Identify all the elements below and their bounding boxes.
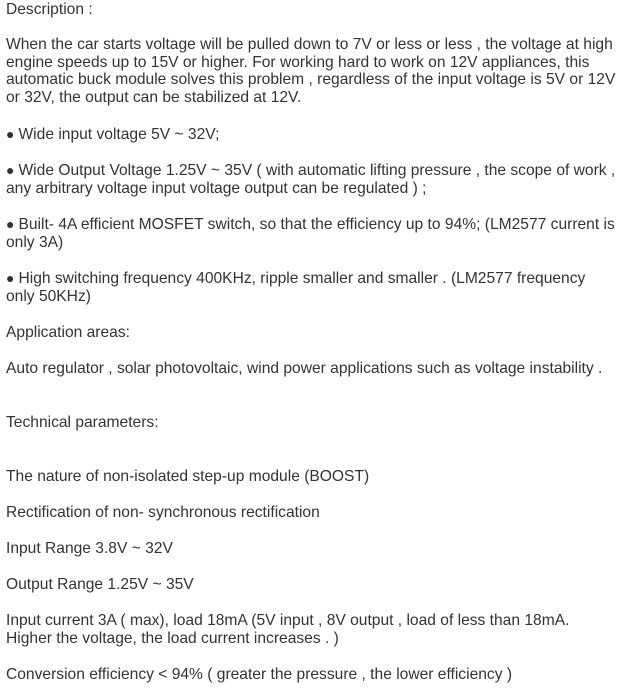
intro-paragraph: When the car starts voltage will be pulled down to 7V or less or less , the voltage at high engine speeds up to 15V or higher. For working hard to work on 12V appliances, this automatic buck module solves this problem , regardless of the input voltage is 5V or 12V or 32V, the output can be stabilized at 12V. <box>6 36 616 106</box>
bullet-icon: ● <box>6 270 15 286</box>
technical-heading: Technical parameters: <box>6 414 159 431</box>
parameter-item: Rectification of non- synchronous rectification <box>6 504 320 521</box>
feature-item <box>6 162 616 197</box>
application-text: Auto regulator , solar photovoltaic, wind power applications such as voltage instability . <box>6 360 603 377</box>
parameter-item: Input current 3A ( max), load 18mA (5V input , 8V output , load of less than 18mA. Higher the voltage, the load current increases . ) <box>6 612 570 647</box>
parameter-item: Conversion efficiency < 94% ( greater the pressure , the lower efficiency ) <box>6 666 513 683</box>
feature-text: Built- 4A efficient MOSFET switch, so that the efficiency up to 94%; (LM2577 current is only 3A) <box>6 216 615 251</box>
parameter-item: Input Range 3.8V ~ 32V <box>6 540 173 557</box>
description-heading: Description : <box>6 1 93 18</box>
feature-text: Wide Output Voltage 1.25V ~ 35V ( with automatic lifting pressure , the scope of work , any arbitrary voltage input voltage output can be regulated ) ; <box>6 162 616 197</box>
bullet-icon: ● <box>6 162 15 178</box>
parameter-item: Output Range 1.25V ~ 35V <box>6 576 194 593</box>
parameter-item: The nature of non-isolated step-up module (BOOST) <box>6 468 370 485</box>
feature-text: Wide input voltage 5V ~ 32V; <box>18 126 220 143</box>
feature-item <box>6 270 616 305</box>
feature-item <box>6 216 616 251</box>
application-heading: Application areas: <box>6 324 130 341</box>
bullet-icon: ● <box>6 216 15 232</box>
feature-item <box>6 126 616 144</box>
feature-text: High switching frequency 400KHz, ripple smaller and smaller . (LM2577 frequency only 50KHz) <box>6 270 586 305</box>
bullet-icon: ● <box>6 126 15 142</box>
